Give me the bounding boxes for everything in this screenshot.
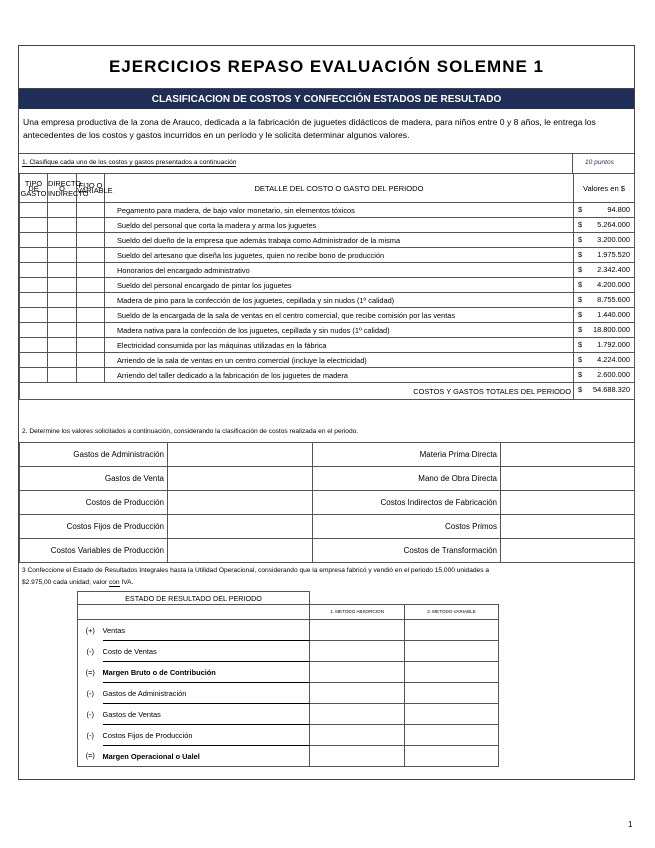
total-value-cell <box>574 383 635 400</box>
tipo-cell[interactable] <box>20 218 48 233</box>
right-answer-cell[interactable] <box>501 443 635 467</box>
currency-symbol: $ <box>578 370 583 379</box>
tipo-cell[interactable] <box>20 248 48 263</box>
instruction-con: con <box>108 579 120 586</box>
directo-cell[interactable] <box>48 278 77 293</box>
classification-header-row <box>20 174 635 203</box>
er-row <box>78 704 499 725</box>
directo-cell[interactable] <box>48 323 77 338</box>
currency-symbol: $ <box>578 250 583 259</box>
col-fijo-header: FIJO O VARIABLE <box>77 174 105 203</box>
left-label: Gastos de Venta <box>20 467 168 491</box>
section3-instruction-line1: 3 Confeccione el Estado de Resultados Integrales hasta la Utilidad Operacional, considerando que la empresa fabricó y vendió en el periodo 15.000 unidades a <box>22 567 489 574</box>
left-answer-cell[interactable] <box>168 467 313 491</box>
currency-symbol: $ <box>578 295 583 304</box>
right-label: Materia Prima Directa <box>313 443 501 467</box>
right-answer-cell[interactable] <box>501 467 635 491</box>
fijo-cell[interactable] <box>77 293 105 308</box>
left-label: Costos Variables de Producción <box>20 539 168 563</box>
fijo-cell[interactable] <box>77 203 105 218</box>
directo-cell[interactable] <box>48 203 77 218</box>
table-row <box>20 248 635 263</box>
left-answer-cell[interactable] <box>168 443 313 467</box>
currency-symbol: $ <box>578 325 583 334</box>
detail-cell: Arriendo de la sala de ventas en un centro comercial (incluye la electricidad) <box>105 353 574 368</box>
tipo-cell[interactable] <box>20 338 48 353</box>
col-tipo-header: TIPO DE GASTO <box>20 174 48 203</box>
detail-cell: Arriendo del taller dedicado a la fabricación de los juguetes de madera <box>105 368 574 383</box>
tipo-cell[interactable] <box>20 278 48 293</box>
currency-symbol: $ <box>578 205 583 214</box>
directo-cell[interactable] <box>48 308 77 323</box>
left-label: Costos Fijos de Producción <box>20 515 168 539</box>
absorcion-cell[interactable] <box>310 704 405 725</box>
er-row <box>78 662 499 683</box>
total-label: COSTOS Y GASTOS TOTALES DEL PERIODO <box>20 383 574 400</box>
value-amount: 3.200.000 <box>597 235 630 244</box>
right-label: Costos de Transformación <box>313 539 501 563</box>
fijo-cell[interactable] <box>77 368 105 383</box>
detail-cell: Madera nativa para la confección de los juguetes, cepillada y sin nudos (1º calidad) <box>105 323 574 338</box>
er-sign: (=) <box>78 662 103 683</box>
er-sign: (-) <box>78 704 103 725</box>
er-label: Costos Fijos de Producción <box>103 725 310 746</box>
absorcion-cell[interactable] <box>310 641 405 662</box>
table-row <box>20 233 635 248</box>
page-number: 1 <box>628 820 633 829</box>
value-amount: 4.224.000 <box>597 355 630 364</box>
section3-instruction-line2 <box>22 577 630 589</box>
col-variable-header: 2. METODO VARIABLE <box>405 605 499 620</box>
tipo-cell[interactable] <box>20 293 48 308</box>
tipo-cell[interactable] <box>20 233 48 248</box>
currency-symbol: $ <box>578 340 583 349</box>
absorcion-cell[interactable] <box>310 746 405 767</box>
instruction-iva: IVA. <box>119 579 134 586</box>
table-row <box>20 278 635 293</box>
table-row <box>20 293 635 308</box>
table-row <box>20 218 635 233</box>
absorcion-cell[interactable] <box>310 620 405 641</box>
left-label: Gastos de Administración <box>20 443 168 467</box>
detail-cell: Sueldo del artesano que diseña los juguetes, quien no recibe bono de producción <box>105 248 574 263</box>
detail-cell: Sueldo del dueño de la empresa que además trabaja como Administrador de la misma <box>105 233 574 248</box>
detail-cell: Sueldo del personal que corta la madera y arma los juguetes <box>105 218 574 233</box>
fijo-cell[interactable] <box>77 278 105 293</box>
directo-cell[interactable] <box>48 353 77 368</box>
er-row <box>78 725 499 746</box>
tipo-cell[interactable] <box>20 368 48 383</box>
value-cell <box>574 368 635 383</box>
er-row <box>78 683 499 704</box>
value-cell <box>574 308 635 323</box>
currency-symbol: $ <box>578 235 583 244</box>
variable-cell[interactable] <box>405 641 499 662</box>
variable-cell[interactable] <box>405 662 499 683</box>
er-title: ESTADO DE RESULTADO DEL PERIODO <box>78 592 310 605</box>
value-amount: 1.792.000 <box>597 340 630 349</box>
variable-cell[interactable] <box>405 704 499 725</box>
value-cell <box>574 353 635 368</box>
currency-symbol: $ <box>578 265 583 274</box>
right-answer-cell[interactable] <box>501 491 635 515</box>
fijo-cell[interactable] <box>77 353 105 368</box>
directo-cell[interactable] <box>48 368 77 383</box>
detail-cell: Sueldo del personal encargado de pintar los juguetes <box>105 278 574 293</box>
er-sign: (=) <box>78 746 103 767</box>
er-row <box>78 620 499 641</box>
left-answer-cell[interactable] <box>168 515 313 539</box>
value-amount: 18.800.000 <box>593 325 630 334</box>
classification-table <box>19 173 635 400</box>
er-sign: (-) <box>78 683 103 704</box>
er-row <box>78 746 499 767</box>
left-answer-cell[interactable] <box>168 539 313 563</box>
table-row <box>20 203 635 218</box>
fijo-cell[interactable] <box>77 248 105 263</box>
table-row <box>20 353 635 368</box>
value-cell <box>574 218 635 233</box>
right-label: Costos Indirectos de Fabricación <box>313 491 501 515</box>
directo-cell[interactable] <box>48 338 77 353</box>
section2-instruction: 2. Determine los valores solicitados a continuación, considerando la clasificación de costos realizada en el periodo. <box>22 428 359 435</box>
right-label: Costos Primos <box>313 515 501 539</box>
currency-symbol: $ <box>578 310 583 319</box>
document-title: EJERCICIOS REPASO EVALUACIÓN SOLEMNE 1 <box>19 46 634 89</box>
directo-cell[interactable] <box>48 263 77 278</box>
directo-cell[interactable] <box>48 233 77 248</box>
value-cell <box>574 338 635 353</box>
left-label: Costos de Producción <box>20 491 168 515</box>
value-amount: 8.755.600 <box>597 295 630 304</box>
col-directo-header: DIRECTO O INDIRECTO <box>48 174 77 203</box>
fijo-cell[interactable] <box>77 323 105 338</box>
points-label: 10 puntos <box>585 159 614 166</box>
er-sign: (-) <box>78 725 103 746</box>
er-label: Gastos de Ventas <box>103 704 310 725</box>
spacer <box>310 592 405 605</box>
value-cell <box>574 278 635 293</box>
value-cell <box>574 323 635 338</box>
fijo-cell[interactable] <box>77 338 105 353</box>
detail-cell: Madera de pino para la confección de los juguetes, cepillada y sin nudos (1º calidad) <box>105 293 574 308</box>
er-row <box>78 641 499 662</box>
total-value: 54.688.320 <box>593 385 630 394</box>
col-detalle-header: DETALLE DEL COSTO O GASTO DEL PERIODO <box>105 174 574 203</box>
detail-cell: Electricidad consumida por las máquinas utilizadas en la fábrica <box>105 338 574 353</box>
value-amount: 5.264.000 <box>597 220 630 229</box>
table-row <box>20 323 635 338</box>
tipo-cell[interactable] <box>20 353 48 368</box>
section1-header <box>19 153 634 174</box>
variable-cell[interactable] <box>405 683 499 704</box>
er-title-row <box>78 592 499 605</box>
er-label: Gastos de Administración <box>103 683 310 704</box>
exercise-sheet <box>18 45 635 780</box>
right-answer-cell[interactable] <box>501 515 635 539</box>
er-label: Margen Operacional o Ualel <box>103 746 310 767</box>
tipo-cell[interactable] <box>20 323 48 338</box>
detail-cell: Pegamento para madera, de bajo valor monetario, sin elementos tóxicos <box>105 203 574 218</box>
currency-symbol: $ <box>578 220 583 229</box>
absorcion-cell[interactable] <box>310 683 405 704</box>
er-sign: (+) <box>78 620 103 641</box>
currency-symbol: $ <box>578 385 583 394</box>
detail-cell: Sueldo de la encargada de la sala de ventas en el centro comercial, que recibe comisión por las ventas <box>105 308 574 323</box>
table-row <box>20 308 635 323</box>
tipo-cell[interactable] <box>20 263 48 278</box>
absorcion-cell[interactable] <box>310 662 405 683</box>
divider <box>572 154 573 173</box>
values-row <box>20 491 635 515</box>
value-cell <box>574 233 635 248</box>
intro-paragraph: Una empresa productiva de la zona de Arauco, dedicada a la fabricación de juguetes didácticos de madera, para niños entre 0 y 8 años, le entrega los antecedentes de los costos y gastos incurridos en un período y le solicita determinar algunos valores. <box>23 117 596 140</box>
er-sign: (-) <box>78 641 103 662</box>
value-cell <box>574 248 635 263</box>
value-cell <box>574 203 635 218</box>
detail-cell: Honorarios del encargado administrativo <box>105 263 574 278</box>
values-row <box>20 467 635 491</box>
tipo-cell[interactable] <box>20 308 48 323</box>
section3-instruction <box>22 565 630 589</box>
er-label: Margen Bruto o de Contribución <box>103 662 310 683</box>
variable-cell[interactable] <box>405 620 499 641</box>
directo-cell[interactable] <box>48 293 77 308</box>
directo-cell[interactable] <box>48 248 77 263</box>
spacer <box>405 592 499 605</box>
values-row <box>20 515 635 539</box>
value-amount: 2.600.000 <box>597 370 630 379</box>
er-label: Ventas <box>103 620 310 641</box>
table-row <box>20 263 635 278</box>
col-valores-header: Valores en $ <box>574 174 635 203</box>
value-cell <box>574 293 635 308</box>
value-cell <box>574 263 635 278</box>
income-statement-table <box>77 591 499 767</box>
variable-cell[interactable] <box>405 746 499 767</box>
value-amount: 1.975.520 <box>597 250 630 259</box>
values-table <box>19 442 635 563</box>
value-amount: 94.800 <box>607 205 630 214</box>
variable-cell[interactable] <box>405 725 499 746</box>
section1-instruction: 1. Clasifique cada uno de los costos y gastos presentados a continuación <box>22 159 237 166</box>
total-row <box>20 383 635 400</box>
currency-symbol: $ <box>578 355 583 364</box>
currency-symbol: $ <box>578 280 583 289</box>
values-row <box>20 539 635 563</box>
value-amount: 2.342.400 <box>597 265 630 274</box>
instruction-price: $2.975,00 cada unidad; valor <box>22 579 109 586</box>
fijo-cell[interactable] <box>77 263 105 278</box>
fijo-cell[interactable] <box>77 308 105 323</box>
section-banner: CLASIFICACION DE COSTOS Y CONFECCIÓN ESTADOS DE RESULTADO <box>19 89 634 109</box>
values-row <box>20 443 635 467</box>
fijo-cell[interactable] <box>77 233 105 248</box>
left-answer-cell[interactable] <box>168 491 313 515</box>
table-row <box>20 368 635 383</box>
er-label: Costo de Ventas <box>103 641 310 662</box>
value-amount: 4.200.000 <box>597 280 630 289</box>
table-row <box>20 338 635 353</box>
er-header-row <box>78 605 499 620</box>
value-amount: 1.440.000 <box>597 310 630 319</box>
directo-cell[interactable] <box>48 218 77 233</box>
right-answer-cell[interactable] <box>501 539 635 563</box>
right-label: Mano de Obra Directa <box>313 467 501 491</box>
er-header-blank <box>78 605 310 620</box>
fijo-cell[interactable] <box>77 218 105 233</box>
absorcion-cell[interactable] <box>310 725 405 746</box>
tipo-cell[interactable] <box>20 203 48 218</box>
col-absorcion-header: 1. METODO ABSORCION <box>310 605 405 620</box>
